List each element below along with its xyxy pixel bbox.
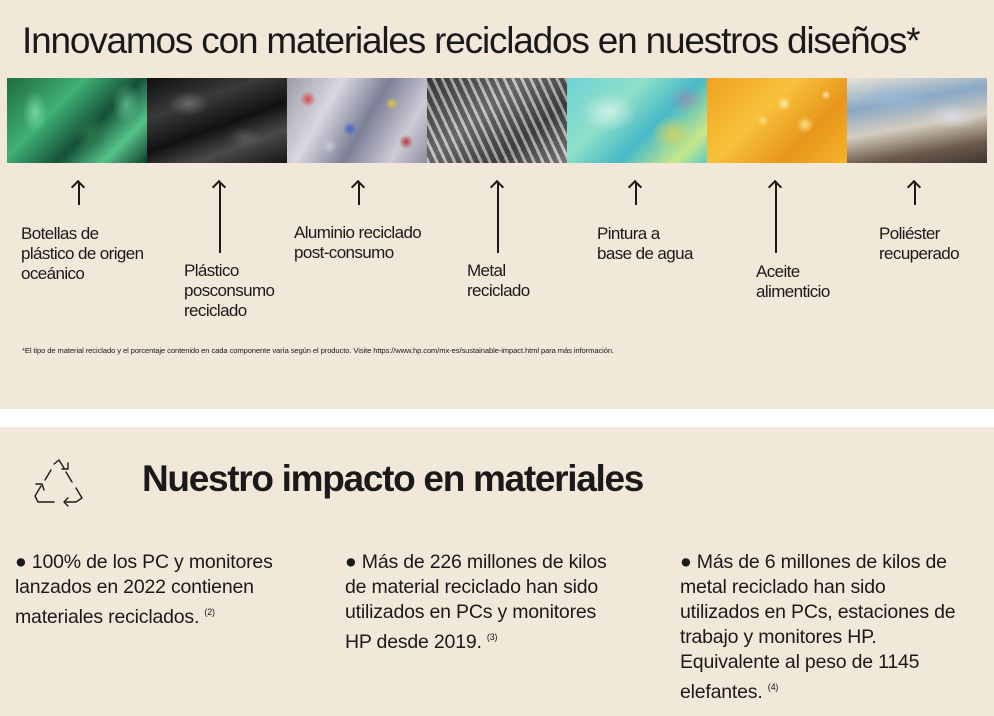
- material-label-plastic: Plástico posconsumo reciclado: [184, 261, 275, 320]
- footnote: *El tipo de material reciclado y el porcentaje contenido en cada componente varía según el producto. Visite https://www.hp.com/mx-es/sustainable-impact.html para más información.: [22, 346, 614, 355]
- post-consumer-plastic-photo: [147, 78, 287, 163]
- cooking-oil-photo: [707, 78, 847, 163]
- footnote-ref: (4): [767, 682, 779, 692]
- material-label-metal: Metal reciclado: [467, 261, 530, 300]
- recycled-ocean-bottles-photo: [7, 78, 147, 163]
- arrow-up-icon: [775, 183, 777, 253]
- materials-image-strip: [7, 78, 987, 163]
- arrow-up-icon: [635, 183, 637, 205]
- material-label-bottles: Botellas de plástico de origen oceánico: [21, 224, 144, 283]
- arrow-up-icon: [78, 183, 80, 205]
- impact-bullet-recycled-material: ● Más de 226 millones de kilos de material reciclado han sido utilizados en PCs y monitores HP desde 2019. $^{(3)}$: [345, 551, 607, 653]
- page-title: Innovamos con materiales reciclados en nuestros diseños*: [22, 20, 920, 61]
- recycled-metal-scraps-photo: [427, 78, 567, 163]
- material-label-oil: Aceite alimenticio: [756, 262, 830, 301]
- impact-bullet-pcs-monitors: ● 100% de los PC y monitores lanzados en 2022 contienen materiales reciclados. $^{(2)}$: [15, 551, 273, 628]
- impact-title: Nuestro impacto en materiales: [142, 458, 644, 499]
- arrow-up-icon: [219, 183, 221, 253]
- material-label-polyester: Poliéster recuperado: [879, 224, 960, 263]
- arrow-up-icon: [497, 183, 499, 253]
- footnote-ref: (3): [486, 632, 498, 642]
- water-based-paint-photo: [567, 78, 707, 163]
- material-label-paint: Pintura a base de agua: [597, 224, 693, 263]
- crushed-aluminum-cans-photo: [287, 78, 427, 163]
- recovered-polyester-photo: [847, 78, 987, 163]
- arrow-up-icon: [358, 183, 360, 205]
- material-label-aluminum: Aluminio reciclado post-consumo: [294, 223, 422, 262]
- arrow-up-icon: [914, 183, 916, 205]
- recycle-icon: [32, 458, 86, 508]
- footnote-ref: (2): [204, 607, 215, 617]
- impact-bullet-recycled-metal: ● Más de 6 millones de kilos de metal reciclado han sido utilizados en PCs, estaciones de trabajo y monitores HP. Equivalente al peso de 1145 elefantes. $^{(4)}$: [680, 551, 956, 703]
